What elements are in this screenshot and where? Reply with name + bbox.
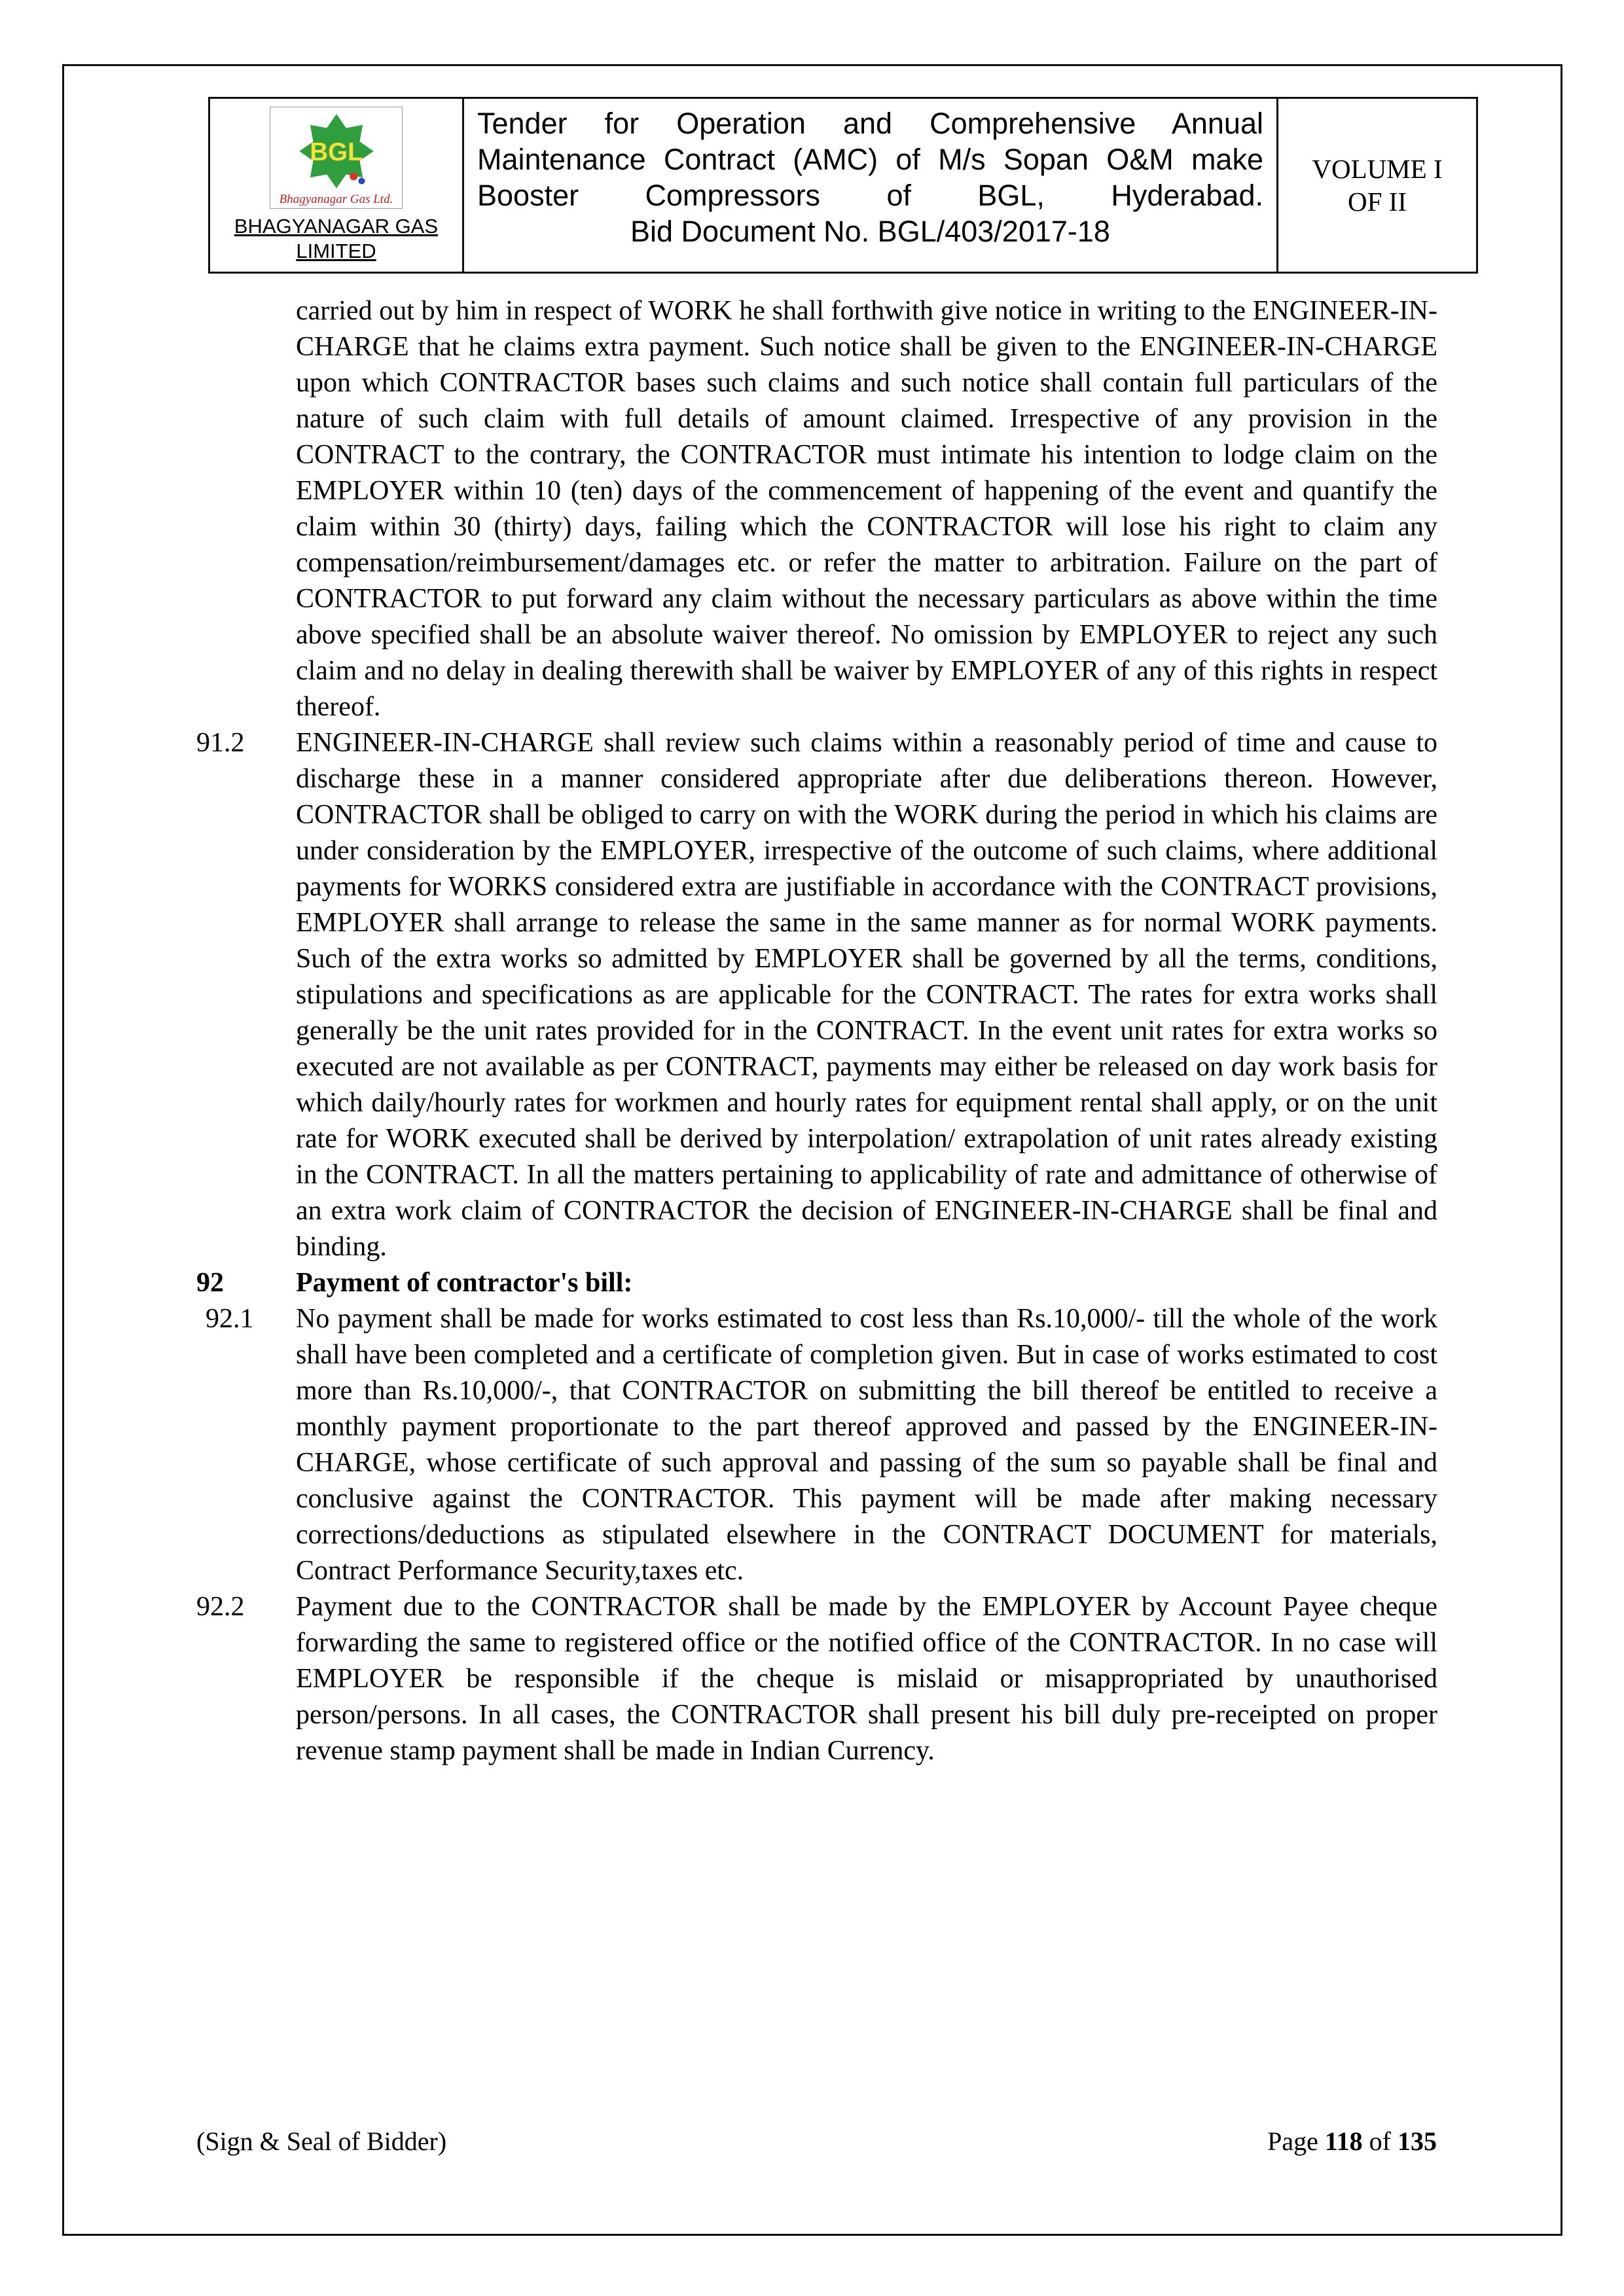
clause-text: No payment shall be made for works estimated to cost less than Rs.10,000/- till the whole of the work shall have been completed and a certificate of completion given. But in case of works estimated to cost more than Rs.10,000/-, that CONTRACTOR on submitting the bill thereof be entitled to receive a monthly payment proportionate to the part thereof approved and passed by the ENGINEER-IN-CHARGE, whose certificate of such approval and passing of the sum so payable shall be final and conclusive against the CONTRACTOR. This payment will be made after making necessary corrections/deductions as stipulated elsewhere in the CONTRACT DOCUMENT for materials, Contract Performance Security,taxes etc. <box>296 1304 1437 1586</box>
clause-text: carried out by him in respect of WORK he shall forthwith give notice in writing to the ENGINEER-IN-CHARGE that he claims extra payment. Such notice shall be given to the ENGINEER-IN-CHARGE upon which CONTRACTOR bases such claims and such notice shall contain full particulars of the nature of such claim with full details of amount claimed. Irrespective of any provision in the CONTRACT to the contrary, the CONTRACTOR must intimate his intention to lodge claim on the EMPLOYER within 10 (ten) days of the commencement of happening of the event and quantify the claim within 30 (thirty) days, failing which the CONTRACTOR will lose his right to claim any compensation/reimbursement/damages etc. or refer the matter to arbitration. Failure on the part of CONTRACTOR to put forward any claim without the necessary particulars as above within the time above specified shall be an absolute waiver thereof. No omission by EMPLOYER to reject any such claim and no delay in dealing therewith shall be waiver by EMPLOYER of any of this rights in respect thereof. <box>296 296 1437 722</box>
logo-dot-red <box>350 172 357 180</box>
clause-number: 92.1 <box>206 1304 254 1334</box>
sign-seal-text: (Sign & Seal of Bidder) <box>196 2126 447 2156</box>
volume-cell <box>1278 99 1476 272</box>
clause-number: 92 <box>196 1268 224 1298</box>
clause-91-2 <box>196 725 1437 1265</box>
logo-cell <box>210 99 464 272</box>
bid-document-number: Bid Document No. BGL/403/2017-18 <box>630 215 1110 248</box>
volume-line2: OF II <box>1348 187 1407 217</box>
logo-caption: Bhagyanagar Gas Ltd. <box>279 192 393 206</box>
clause-number: 92.2 <box>196 1592 245 1622</box>
logo-letters: BGL <box>309 138 363 167</box>
tender-title: Tender for Operation and Comprehensive Annual Maintenance Contract (AMC) of M/s Sopan O&M make Booster Compressors of BGL, Hyderabad. <box>477 107 1263 212</box>
clause-heading: Payment of contractor's bill: <box>296 1268 633 1298</box>
title-cell <box>464 99 1278 272</box>
clause-92-1 <box>196 1301 1437 1589</box>
body-text <box>196 293 1437 1769</box>
bgl-logo-icon <box>283 111 389 191</box>
clause-text: ENGINEER-IN-CHARGE shall review such claims within a reasonably period of time and cause to discharge these in a manner considered appropriate after due deliberations thereon. However, CONTRACTOR shall be obliged to carry on with the WORK during the period in which his claims are under consideration by the EMPLOYER, irrespective of the outcome of such claims, where additional payments for WORKS considered extra are justifiable in accordance with the CONTRACT provisions, EMPLOYER shall arrange to release the same in the same manner as for normal WORK payments. Such of the extra works so admitted by EMPLOYER shall be governed by all the terms, conditions, stipulations and specifications as are applicable for the CONTRACT. The rates for extra works shall generally be the unit rates provided for in the CONTRACT. In the event unit rates for extra works so executed are not available as per CONTRACT, payments may either be released on day work basis for which daily/hourly rates for workmen and hourly rates for equipment rental shall apply, or on the unit rate for WORK executed shall be derived by interpolation/ extrapolation of unit rates already existing in the CONTRACT. In all the matters pertaining to applicability of rate and admittance of otherwise of an extra work claim of CONTRACTOR the decision of ENGINEER-IN-CHARGE shall be final and binding. <box>296 728 1437 1262</box>
clause-92-heading <box>196 1265 1437 1301</box>
of-label: of <box>1362 2126 1398 2156</box>
clause-number: 91.2 <box>196 728 245 758</box>
page-label: Page <box>1267 2126 1325 2156</box>
clause-92-2 <box>196 1589 1437 1769</box>
page-indicator <box>1267 2126 1437 2157</box>
total-pages: 135 <box>1398 2126 1437 2156</box>
org-name: BHAGYANAGAR GAS LIMITED <box>234 215 439 262</box>
volume-line1: VOLUME I <box>1312 154 1443 184</box>
header-table <box>208 97 1478 274</box>
logo-dot-blue <box>358 178 365 185</box>
clause-text: Payment due to the CONTRACTOR shall be made by the EMPLOYER by Account Payee cheque forwarding the same to registered office or the notified office of the CONTRACTOR. In no case will EMPLOYER be responsible if the cheque is mislaid or misappropriated by unauthorised person/persons. In all cases, the CONTRACTOR shall present his bill duly pre-receipted on proper revenue stamp payment shall be made in Indian Currency. <box>296 1592 1437 1766</box>
clause-continuation <box>196 293 1437 725</box>
logo-box <box>270 107 403 209</box>
page-number: 118 <box>1324 2126 1363 2156</box>
